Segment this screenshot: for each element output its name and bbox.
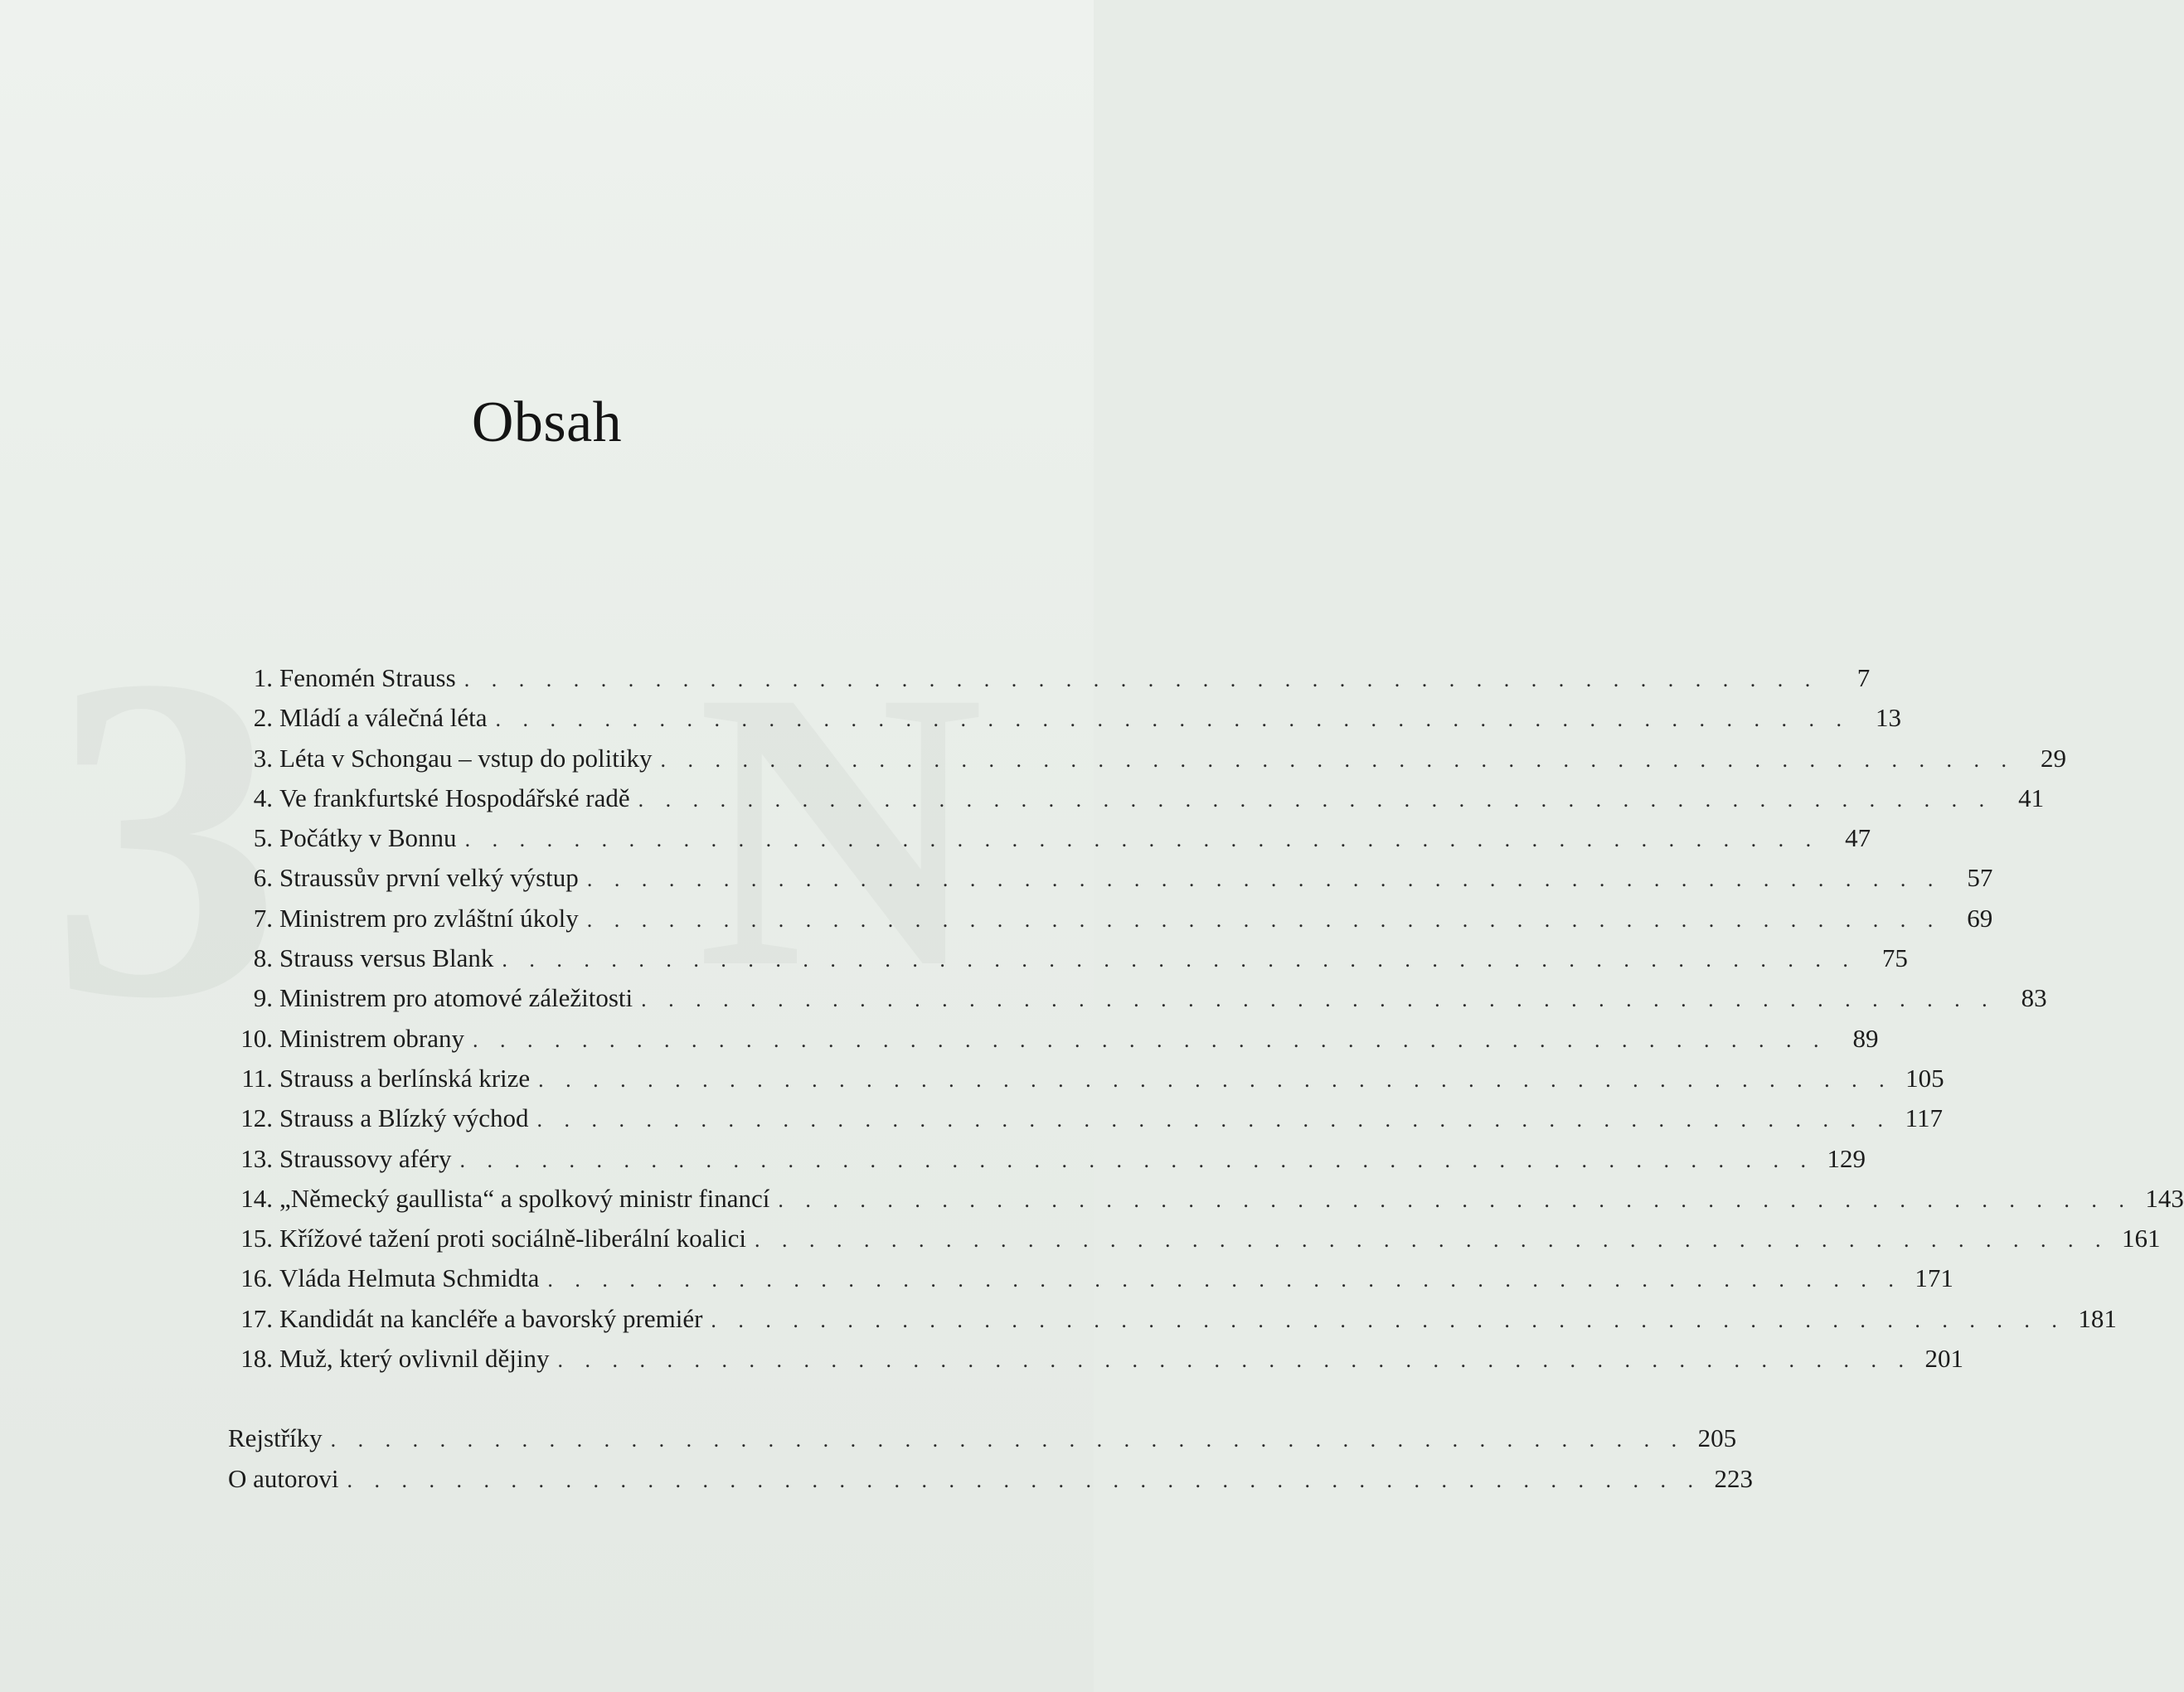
page-number: 205 [1697,1423,1737,1453]
chapter-number: 7. [253,903,273,933]
chapter-title: Ministrem obrany [279,1023,464,1053]
chapter-title: Kandidát na kancléře a bavorský premiér [279,1303,703,1333]
toc-entry [228,1183,2184,1224]
chapter-number: 13. [240,1143,273,1173]
appendix-title: Rejstříky [228,1423,323,1453]
dot-leader: . . . . . . . . . . . . . . . . . . . . . . . . . . . . . . . . . . . . . . . . . . . . . . . . . . [754,1228,2109,1253]
page-number: 83 [2021,983,2047,1013]
dot-leader: . . . . . . . . . . . . . . . . . . . . . . . . . . . . . . . . . . . . . . . . . . . . . . . . . . [711,1307,2065,1332]
toc-entry [228,983,2047,1023]
dot-leader: . . . . . . . . . . . . . . . . . . . . . . . . . . . . . . . . . . . . . . . . . . . . . . . . . . [502,948,1856,972]
dot-leader: . . . . . . . . . . . . . . . . . . . . . . . . . . . . . . . . . . . . . . . . . . . . . . . . . . [557,1348,1912,1373]
chapter-number: 8. [253,943,273,973]
chapter-title: Straussovy aféry [279,1143,452,1173]
chapter-title: Strauss a Blízký východ [279,1103,529,1133]
chapter-number: 9. [253,983,273,1013]
page-number: 13 [1875,703,1901,733]
chapter-number: 15. [240,1224,273,1253]
page-number: 41 [2018,783,2045,812]
page-number: 171 [1915,1263,1953,1293]
chapter-number: 4. [253,783,273,812]
dot-leader: . . . . . . . . . . . . . . . . . . . . . . . . . . . . . . . . . . . . . . . . . . . . . . . . . . [586,867,1942,892]
dot-leader: . . . . . . . . . . . . . . . . . . . . . . . . . . . . . . . . . . . . . . . . . . . . . . . . . . [778,1187,2133,1212]
toc-entry [228,783,2045,823]
page-number: 89 [1852,1023,1879,1053]
dot-leader: . . . . . . . . . . . . . . . . . . . . . . . . . . . . . . . . . . . . . . . . . . . . . . . . . . [330,1428,1686,1452]
dot-leader: . . . . . . . . . . . . . . . . . . . . . . . . . . . . . . . . . . . . . . . . . . . . . . . . . . [538,1067,1893,1092]
chapter-number: 5. [253,823,273,853]
page-number: 57 [1967,863,1993,893]
toc-entry [228,863,1993,903]
toc-entry [228,1303,2117,1344]
toc-entry [228,663,1871,703]
toc-entry [228,823,1871,863]
page-number: 223 [1714,1463,1753,1493]
toc-entry [228,1023,1879,1064]
dot-leader: . . . . . . . . . . . . . . . . . . . . . . . . . . . . . . . . . . . . . . . . . . . . . . . . . . [463,667,1819,691]
chapter-number: 10. [240,1023,273,1053]
dot-leader: . . . . . . . . . . . . . . . . . . . . . . . . . . . . . . . . . . . . . . . . . . . . . . . . . . [495,707,1850,732]
chapter-number: 17. [240,1303,273,1333]
toc-entry [228,1143,1866,1184]
dot-leader: . . . . . . . . . . . . . . . . . . . . . . . . . . . . . . . . . . . . . . . . . . . . . . . . . . [660,747,2015,772]
dot-leader: . . . . . . . . . . . . . . . . . . . . . . . . . . . . . . . . . . . . . . . . . . . . . . . . . . [641,987,1996,1012]
section-gap [228,1384,900,1423]
chapter-title: Mládí a válečná léta [279,703,488,733]
dot-leader: . . . . . . . . . . . . . . . . . . . . . . . . . . . . . . . . . . . . . . . . . . . . . . . . . . [536,1108,1891,1132]
chapter-title: Ministrem pro atomové záležitosti [279,983,633,1013]
chapter-number: 16. [240,1263,273,1293]
chapter-number: 2. [253,703,273,733]
chapter-number: 3. [253,743,273,773]
page-number: 75 [1881,943,1908,973]
chapter-title: Muž, který ovlivnil dějiny [279,1344,550,1374]
toc-entry [228,1263,1953,1303]
toc-entry [228,903,1993,943]
page-number: 129 [1827,1143,1866,1173]
chapter-title: Ve frankfurtské Hospodářské radě [279,783,630,812]
chapter-number: 6. [253,863,273,893]
dot-leader: . . . . . . . . . . . . . . . . . . . . . . . . . . . . . . . . . . . . . . . . . . . . . . . . . . [586,907,1942,932]
page-number: 105 [1905,1063,1944,1093]
page-number: 201 [1924,1344,1963,1374]
toc-entry [228,1063,1944,1103]
toc-entry [228,703,1901,743]
chapter-title: Strauss versus Blank [279,943,494,973]
dot-leader: . . . . . . . . . . . . . . . . . . . . . . . . . . . . . . . . . . . . . . . . . . . . . . . . . . [547,1268,1902,1292]
dot-leader: . . . . . . . . . . . . . . . . . . . . . . . . . . . . . . . . . . . . . . . . . . . . . . . . . . [638,787,1993,812]
chapter-title: Fenomén Strauss [279,663,456,692]
page-number: 7 [1856,663,1871,692]
appendix-title: O autorovi [228,1463,339,1493]
toc-entry [228,1463,1753,1504]
chapter-number: 11. [241,1063,273,1093]
page-number: 69 [1967,903,1993,933]
toc-entry [228,1103,1943,1143]
chapter-title: Léta v Schongau – vstup do politiky [279,743,653,773]
toc-entry [228,1224,2161,1263]
dot-leader: . . . . . . . . . . . . . . . . . . . . . . . . . . . . . . . . . . . . . . . . . . . . . . . . . . [459,1147,1814,1172]
page-number: 117 [1905,1103,1943,1133]
toc-entry [228,1344,1963,1384]
chapter-number: 1. [253,663,273,692]
toc-entry [228,743,2066,783]
table-of-contents [228,663,2184,1504]
chapter-number: 14. [240,1183,273,1213]
chapter-title: Strauss a berlínská krize [279,1063,531,1093]
chapter-list [228,663,2184,1384]
chapter-title: Ministrem pro zvláštní úkoly [279,903,579,933]
chapter-title: Počátky v Bonnu [279,823,457,853]
page-number: 29 [2040,743,2066,773]
dot-leader: . . . . . . . . . . . . . . . . . . . . . . . . . . . . . . . . . . . . . . . . . . . . . . . . . . [473,1027,1827,1052]
toc-entry [228,1423,1737,1463]
page-number: 47 [1845,823,1871,853]
toc-entry [228,943,1908,983]
page-number: 143 [2145,1183,2184,1213]
page-number: 161 [2121,1224,2161,1253]
chapter-title: Vláda Helmuta Schmidta [279,1263,540,1293]
chapter-title: Křížové tažení proti sociálně-liberální koalici [279,1224,746,1253]
chapter-number: 18. [240,1344,273,1374]
dot-leader: . . . . . . . . . . . . . . . . . . . . . . . . . . . . . . . . . . . . . . . . . . . . . . . . . . [464,827,1820,852]
dot-leader: . . . . . . . . . . . . . . . . . . . . . . . . . . . . . . . . . . . . . . . . . . . . . . . . . . [347,1467,1701,1492]
appendix-list [228,1423,1753,1504]
chapter-title: „Německý gaullista“ a spolkový ministr financí [279,1183,770,1213]
page-number: 181 [2078,1303,2117,1333]
page-title: Obsah [471,390,623,454]
chapter-title: Straussův první velký výstup [279,863,579,893]
chapter-number: 12. [240,1103,273,1133]
